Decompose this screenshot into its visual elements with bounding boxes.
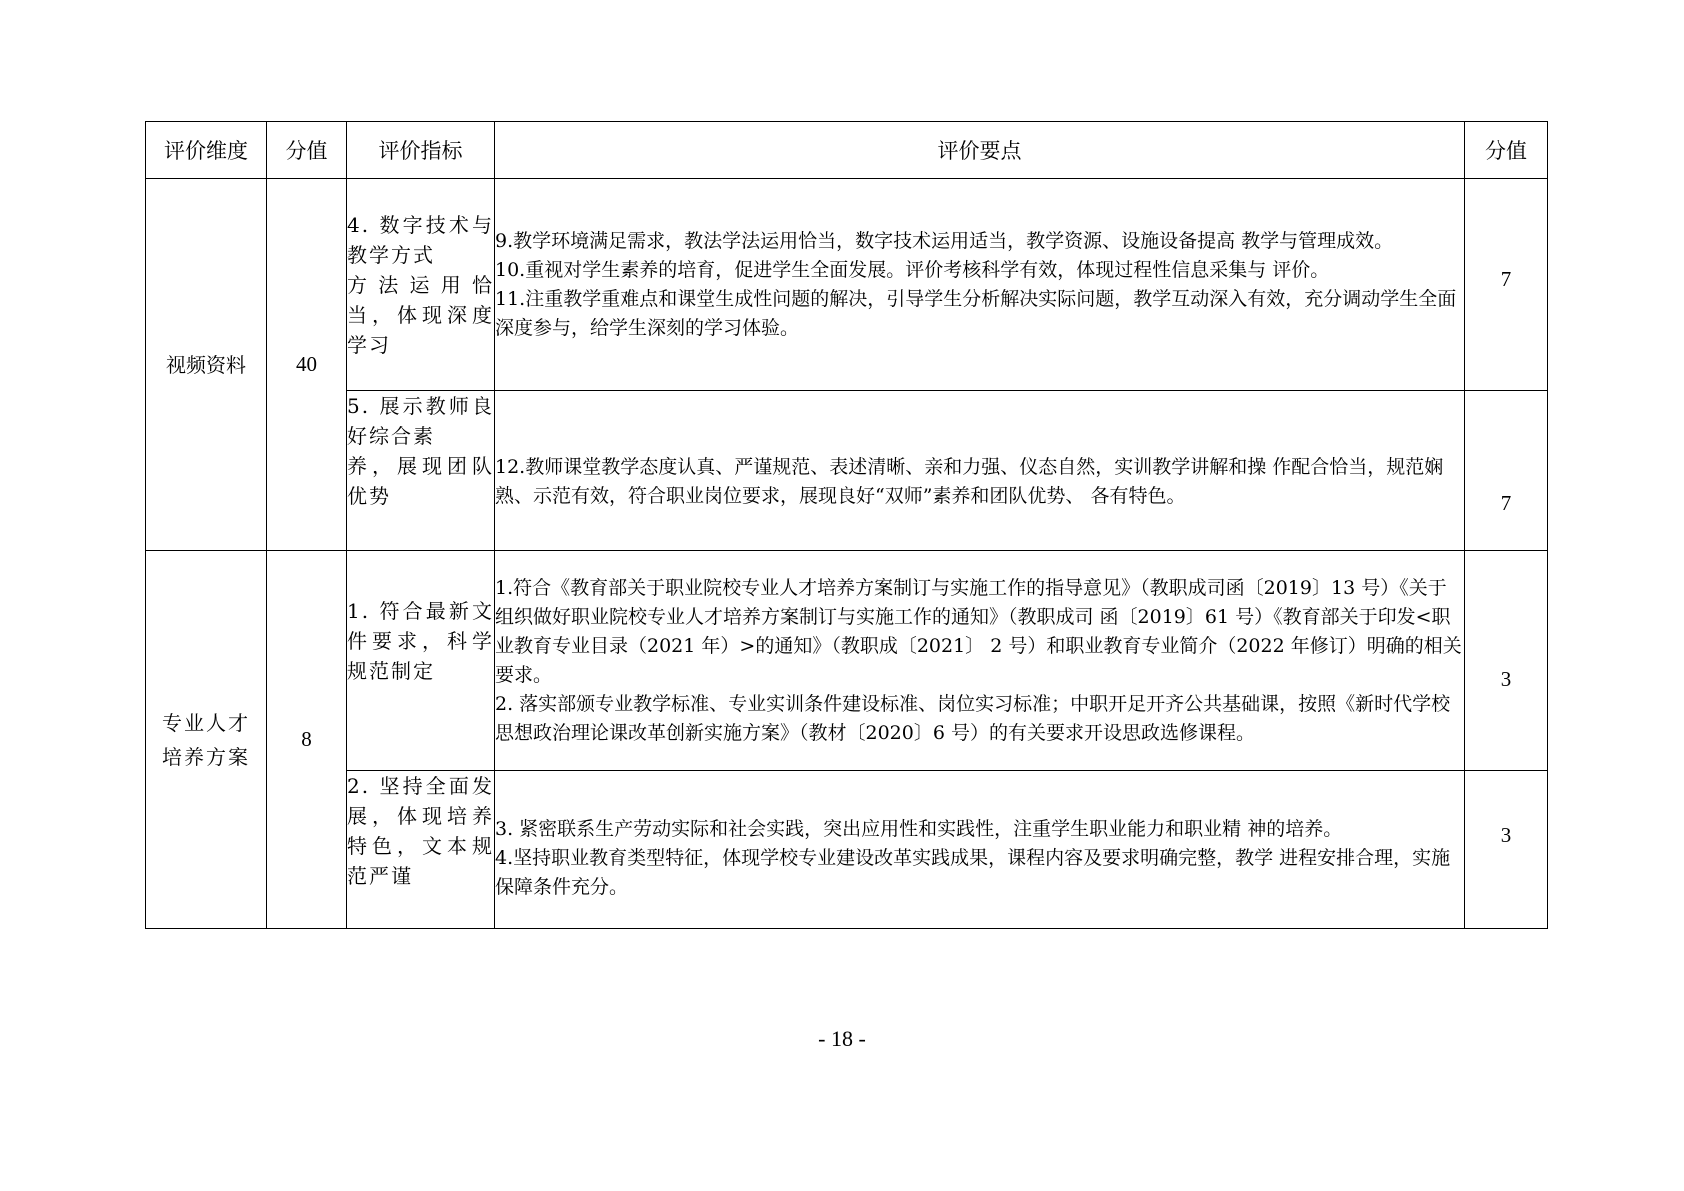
table-row (146, 551, 1548, 771)
indicator-cell (347, 391, 495, 551)
dimension-cell: 视频资料 (146, 179, 267, 551)
row-score-cell: 3 (1465, 771, 1548, 929)
key-point: 10.重视对学生素养的培育，促进学生全面发展。评价考核科学有效，体现过程性信息采集与 评价。 (495, 258, 1330, 281)
key-point: 11.注重教学重难点和课堂生成性问题的解决，引导学生分析解决实际问题，教学互动深入有效，充分调动学生全面深度参与，给学生深刻的学习体验。 (495, 287, 1457, 339)
row-score-cell: 3 (1465, 551, 1548, 771)
key-point: 3. 紧密联系生产劳动实际和社会实践，突出应用性和实践性，注重学生职业能力和职业精 神的培养。 (495, 818, 1343, 840)
dimension-score-cell: 40 (267, 179, 347, 551)
table-row (146, 179, 1548, 391)
page-number: - 18 - (818, 1026, 866, 1051)
indicator-cell (347, 771, 495, 929)
key-point: 12.教师课堂教学态度认真、严谨规范、表述清晰、亲和力强、仪态自然，实训教学讲解和操 作配合恰当，规范娴熟、示范有效，符合职业岗位要求，展现良好“双师”素养和团队优势、 各有特色。 (495, 455, 1444, 507)
indicator-line: 4. 数字技术与教学方式 方法运用恰当，体现深度学习 (347, 212, 494, 357)
key-points-cell (495, 179, 1465, 391)
row-score-cell: 7 (1465, 391, 1548, 551)
indicator-cell (347, 551, 495, 771)
header-score: 分值 (267, 122, 347, 179)
table-header-row (146, 122, 1548, 179)
table-row (146, 771, 1548, 929)
indicator-line: 2. 坚持全面发展，体现培养特色，文本规范严谨 (347, 774, 494, 888)
dimension-cell (146, 551, 267, 929)
key-points-cell (495, 551, 1465, 771)
evaluation-table (145, 121, 1548, 929)
key-point: 1.符合《教育部关于职业院校专业人才培养方案制订与实施工作的指导意见》（教职成司函〔2019〕13 号）《关于组织做好职业院校专业人才培养方案制订与实施工作的通知》（教职成司 函〔2019〕61 号）《教育部关于印发<职业教育专业目录（2021 年）>的通知》（教职成〔2021〕 2 号）和职业教育专业简介（2022 年修订）明确的相关要求。 (495, 576, 1462, 686)
key-points-cell (495, 771, 1465, 929)
header-dimension: 评价维度 (146, 122, 267, 179)
indicator-text (347, 210, 494, 360)
key-point: 9.教学环境满足需求，教法学法运用恰当，数字技术运用适当，教学资源、设施设备提高 教学与管理成效。 (495, 229, 1394, 252)
dimension-label: 专业人才培养方案 (162, 710, 250, 769)
indicator-line: 5. 展示教师良好综合素 养，展现团队优势 (347, 394, 494, 508)
indicator-cell (347, 179, 495, 391)
header-indicator: 评价指标 (347, 122, 495, 179)
dimension-score-cell: 8 (267, 551, 347, 929)
key-point: 4.坚持职业教育类型特征，体现学校专业建设改革实践成果，课程内容及要求明确完整，教学 进程安排合理，实施保障条件充分。 (495, 847, 1451, 898)
header-row-score: 分值 (1465, 122, 1548, 179)
key-point: 2. 落实部颁专业教学标准、专业实训条件建设标准、岗位实习标准；中职开足开齐公共基础课，按照《新时代学校思想政治理论课改革创新实施方案》（教材〔2020〕6 号）的有关要求开设思政选修课程。 (495, 692, 1451, 744)
header-key-points: 评价要点 (495, 122, 1465, 179)
indicator-line: 1. 符合最新文件要求，科学规范制定 (347, 598, 494, 683)
row-score-cell: 7 (1465, 179, 1548, 391)
table-row (146, 391, 1548, 551)
key-points-cell (495, 391, 1465, 551)
